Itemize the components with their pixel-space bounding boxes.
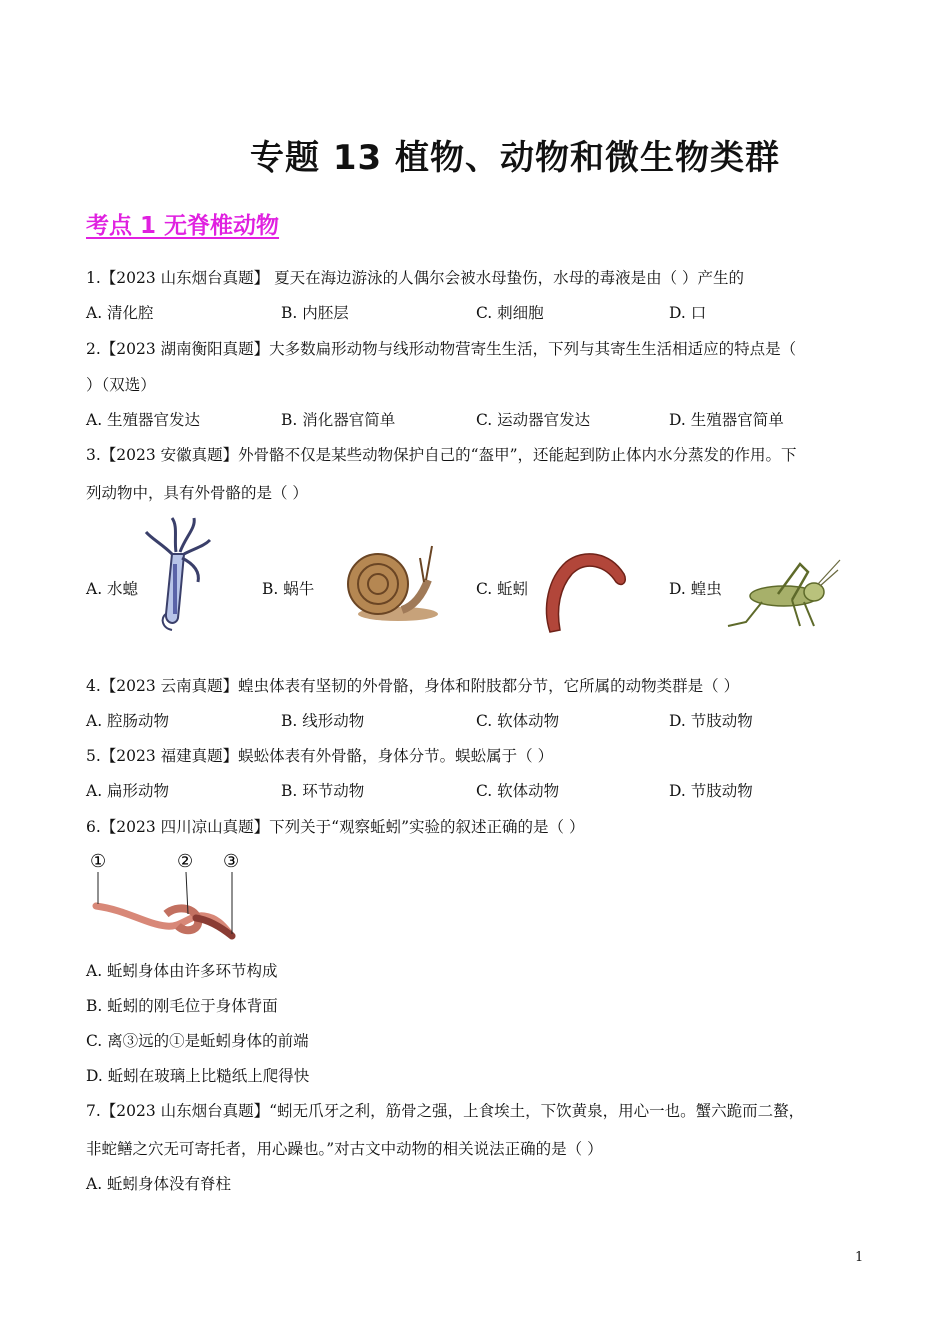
question-5-stem: 5.【2023 福建真题】蜈蚣体表有外骨骼，身体分节。蜈蚣属于（ ） (86, 747, 554, 765)
snail-image (340, 540, 440, 622)
earthworm-diagram (86, 848, 246, 944)
q6-option-b: B. 蚯蚓的刚毛位于身体背面 (86, 997, 278, 1015)
q4-option-a: A. 腔肠动物 (86, 712, 170, 730)
section-heading: 考点 1 无脊椎动物 (86, 213, 280, 239)
earthworm-image (540, 548, 630, 638)
q1-option-c: C. 刺细胞 (476, 304, 544, 322)
q4-option-b: B. 线形动物 (281, 712, 365, 730)
label-3: ③ (223, 851, 240, 872)
q2-option-a: A. 生殖器官发达 (86, 411, 201, 429)
hydra-image (142, 514, 214, 632)
page-title: 专题 13 植物、动物和微生物类群 (250, 138, 780, 178)
q2-option-d: D. 生殖器官简单 (669, 411, 784, 429)
q7-option-a: A. 蚯蚓身体没有脊柱 (86, 1175, 232, 1193)
q2-option-c: C. 运动器官发达 (476, 411, 591, 429)
question-6-stem: 6.【2023 四川凉山真题】下列关于“观察蚯蚓”实验的叙述正确的是（ ） (86, 818, 585, 836)
q1-option-a: A. 清化腔 (86, 304, 154, 322)
q1-option-d: D. 口 (669, 304, 707, 322)
question-2-stem-cont: ）（双选） (86, 376, 156, 394)
question-3-stem-cont: 列动物中，具有外骨骼的是（ ） (86, 484, 308, 502)
question-2-stem: 2.【2023 湖南衡阳真题】大多数扁形动物与线形动物营寄生生活，下列与其寄生生活相适应的特点是（ (86, 340, 797, 358)
question-3-stem: 3.【2023 安徽真题】外骨骼不仅是某些动物保护自己的“盔甲”，还能起到防止体内水分蒸发的作用。下 (86, 446, 797, 464)
q5-option-c: C. 软体动物 (476, 782, 560, 800)
q5-option-a: A. 扁形动物 (86, 782, 170, 800)
question-7-stem: 7.【2023 山东烟台真题】“蚓无爪牙之利，筋骨之强，上食埃土，下饮黄泉，用心一也。蟹六跪而二螯， (86, 1102, 805, 1120)
q5-option-d: D. 节肢动物 (669, 782, 753, 800)
q3-option-d: D. 蝗虫 (669, 580, 722, 598)
locust-image (722, 556, 842, 634)
q6-option-a: A. 蚯蚓身体由许多环节构成 (86, 962, 278, 980)
page-number: 1 (855, 1250, 864, 1265)
q6-option-c: C. 离③远的①是蚯蚓身体的前端 (86, 1032, 309, 1050)
q4-option-d: D. 节肢动物 (669, 712, 753, 730)
q3-option-c: C. 蚯蚓 (476, 580, 529, 598)
q6-option-d: D. 蚯蚓在玻璃上比糙纸上爬得快 (86, 1067, 310, 1085)
label-1: ① (90, 851, 107, 872)
q3-option-b: B. 蜗牛 (262, 580, 315, 598)
question-1-stem: 1.【2023 山东烟台真题】 夏天在海边游泳的人偶尔会被水母蛰伤，水母的毒液是由（ ）产生的 (86, 269, 745, 287)
q4-option-c: C. 软体动物 (476, 712, 560, 730)
question-7-stem-cont: 非蛇鳝之穴无可寄托者，用心躁也。”对古文中动物的相关说法正确的是（ ） (86, 1140, 603, 1158)
label-2: ② (177, 851, 194, 872)
question-4-stem: 4.【2023 云南真题】蝗虫体表有坚韧的外骨骼，身体和附肢都分节，它所属的动物类群是（ ） (86, 677, 740, 695)
q5-option-b: B. 环节动物 (281, 782, 365, 800)
q2-option-b: B. 消化器官简单 (281, 411, 396, 429)
q3-option-a: A. 水螅 (86, 580, 139, 598)
q1-option-b: B. 内胚层 (281, 304, 349, 322)
